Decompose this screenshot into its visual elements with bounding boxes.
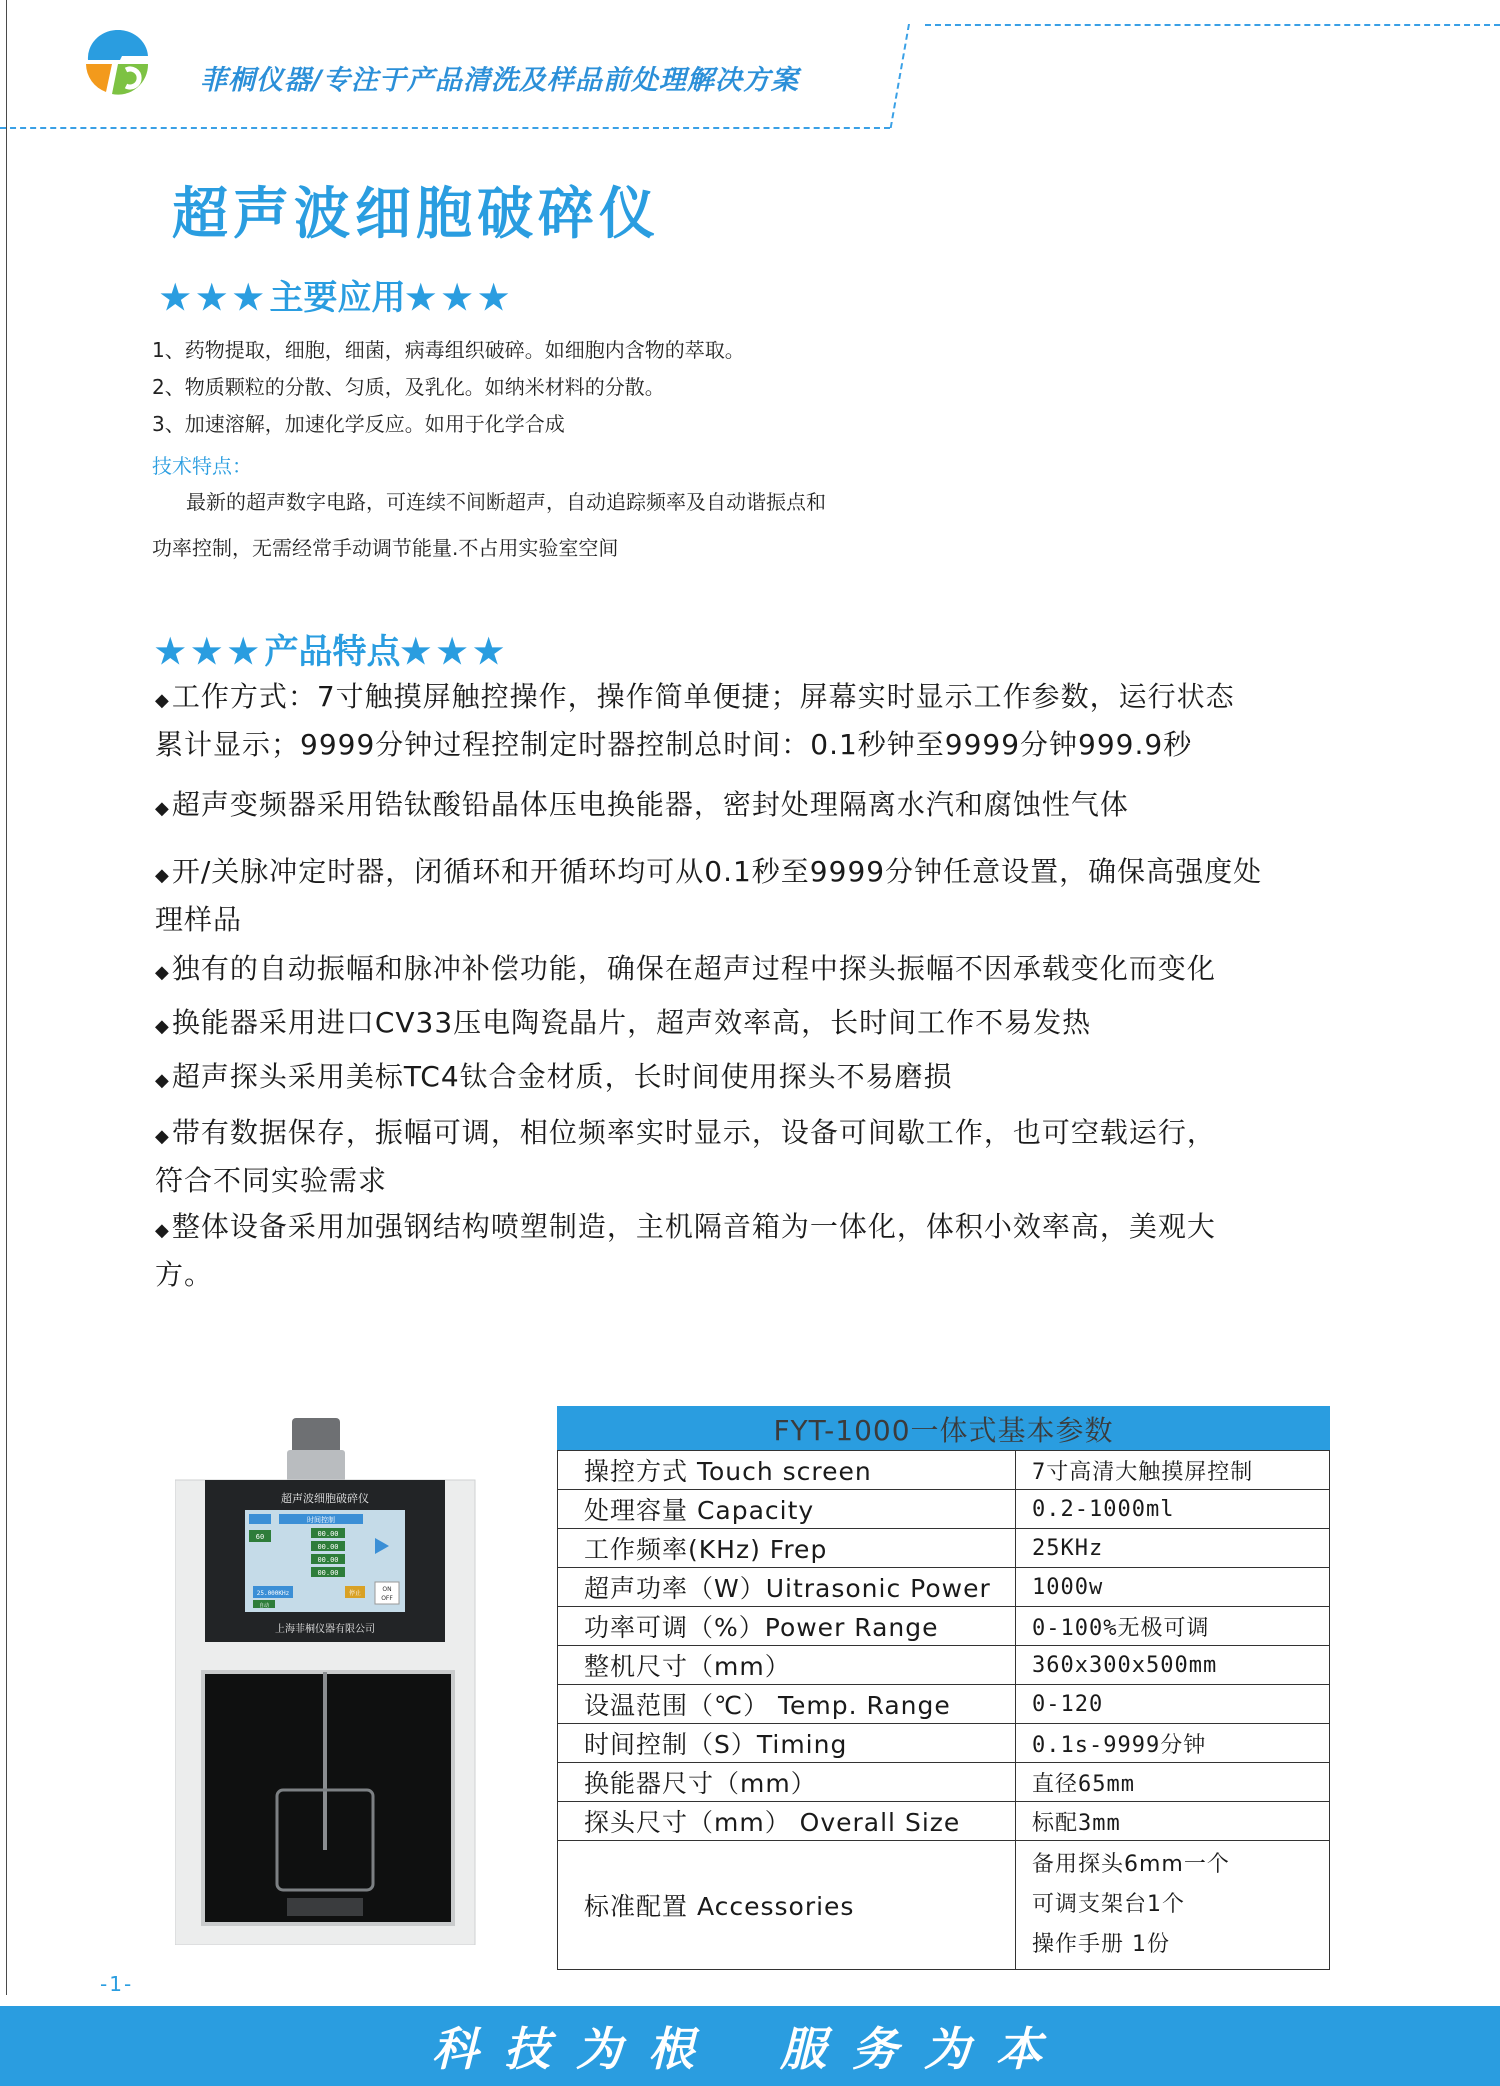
table-row: [558, 1646, 1330, 1685]
feature-text: 理样品: [155, 903, 243, 936]
list-item: 3、加速溶解，加速化学反应。如用于化学合成: [152, 412, 565, 436]
list-item: 2、物质颗粒的分散、匀质，及乳化。如纳米材料的分散。: [152, 375, 665, 399]
feature-item: [155, 1001, 1405, 1049]
spec-key: 时间控制（S）Timing: [558, 1724, 1016, 1763]
stars-right: ★★★: [405, 278, 515, 318]
screen-left-value: 60: [255, 1533, 265, 1541]
feature-text: 换能器采用进口CV33压电陶瓷晶片，超声效率高，长时间工作不易发热: [171, 1006, 1092, 1039]
spec-value: 标配3mm: [1016, 1802, 1330, 1841]
section-title-text: 主要应用: [269, 278, 406, 318]
feature-item: [155, 1055, 1405, 1103]
screen-readout-text: 00.00: [317, 1530, 339, 1538]
panel-title: 超声波细胞破碎仪: [281, 1492, 369, 1505]
footer-slogan-right: 服务为本: [780, 2022, 1068, 2076]
screen-freq-text: 25.000KHz: [256, 1590, 290, 1597]
page-frame-line: [6, 0, 7, 1995]
spec-value: 25KHz: [1016, 1529, 1330, 1568]
feature-text: 独有的自动振幅和脉冲补偿功能，确保在超声过程中探头振幅不因承载变化而变化: [171, 952, 1216, 985]
spec-key: 操控方式 Touch screen: [558, 1451, 1016, 1490]
header-divider-top: [925, 24, 1500, 26]
spec-value: 7寸高清大触摸屏控制: [1016, 1451, 1330, 1490]
bullet-icon: ◆: [155, 690, 170, 711]
spec-key: 探头尺寸（mm） Overall Size: [558, 1802, 1016, 1841]
page-number: -1-: [100, 1972, 134, 1996]
feature-item: [155, 675, 1405, 767]
footer-bar: [0, 2006, 1500, 2086]
spec-key: 整机尺寸（mm）: [558, 1646, 1016, 1685]
bullet-icon: ◆: [155, 1016, 170, 1037]
spec-key: 功率可调（%）Power Range: [558, 1607, 1016, 1646]
header-divider-diagonal: [890, 24, 910, 128]
feature-text: 超声探头采用美标TC4钛合金材质，长时间使用探头不易磨损: [171, 1060, 953, 1093]
bullet-icon: ◆: [155, 962, 170, 983]
table-row: [558, 1724, 1330, 1763]
spec-key: 换能器尺寸（mm）: [558, 1763, 1016, 1802]
panel-company: 上海菲桐仪器有限公司: [275, 1624, 375, 1635]
screen-stop-label: 停止: [348, 1590, 362, 1597]
feature-text: 工作方式：7寸触摸屏触控操作，操作简单便捷；屏幕实时显示工作参数，运行状态: [171, 680, 1235, 713]
section-title-features: [155, 624, 510, 673]
table-row: [558, 1451, 1330, 1490]
spec-key: 超声功率（W）Uitrasonic Power: [558, 1568, 1016, 1607]
table-row: [558, 1490, 1330, 1529]
header-divider-bottom: [0, 127, 890, 129]
bullet-icon: ◆: [155, 865, 170, 886]
spec-key: 处理容量 Capacity: [558, 1490, 1016, 1529]
table-row: [558, 1802, 1330, 1841]
table-row: [558, 1685, 1330, 1724]
screen-title: 时间控制: [307, 1516, 335, 1524]
table-row: [558, 1763, 1330, 1802]
feature-text: 整体设备采用加强钢结构喷塑制造，主机隔音箱为一体化，体积小效率高，美观大: [171, 1210, 1216, 1243]
screen-readout-text: 00.00: [317, 1556, 339, 1564]
spec-value: 0.1s-9999分钟: [1016, 1724, 1330, 1763]
feature-text: 超声变频器采用锆钛酸铅晶体压电换能器，密封处理隔离水汽和腐蚀性气体: [171, 788, 1129, 821]
spec-key: 标准配置 Accessories: [558, 1841, 1016, 1970]
bullet-icon: ◆: [155, 1070, 170, 1091]
table-row: [558, 1607, 1330, 1646]
section-title-applications: [160, 270, 515, 319]
spec-value: 直径65mm: [1016, 1763, 1330, 1802]
transducer-body: [287, 1450, 345, 1482]
stars-left: ★★★: [155, 632, 265, 672]
section-title-text: 产品特点: [264, 632, 401, 672]
spec-table-title: FYT-1000一体式基本参数: [557, 1406, 1330, 1450]
company-tagline: 菲桐仪器/专注于产品清洗及样品前处理解决方案: [200, 65, 799, 96]
feature-item: [155, 850, 1405, 942]
tech-features-label: 技术特点：: [152, 454, 252, 478]
accessory-item: 操作手册 1份: [1032, 1932, 1170, 1957]
applications-list: [152, 332, 745, 443]
stars-left: ★★★: [160, 278, 270, 318]
table-row: [558, 1841, 1330, 1970]
spec-value-accessories: [1016, 1841, 1330, 1970]
spec-table: [557, 1450, 1330, 1970]
tech-features-text: 功率控制，无需经常手动调节能量.不占用实验室空间: [152, 536, 619, 560]
accessory-item: 备用探头6mm一个: [1032, 1852, 1230, 1877]
screen-off-label: OFF: [381, 1595, 393, 1602]
screen-readout-text: 00.00: [317, 1543, 339, 1551]
company-logo-icon: [82, 30, 154, 96]
lab-jack: [287, 1898, 363, 1916]
sound-box-window: [203, 1672, 453, 1924]
page-title: 超声波细胞破碎仪: [172, 182, 660, 247]
spec-key: 工作频率(KHz) Frep: [558, 1529, 1016, 1568]
table-row: [558, 1529, 1330, 1568]
list-item: 1、药物提取，细胞，细菌，病毒组织破碎。如细胞内含物的萃取。: [152, 338, 745, 362]
feature-text: 累计显示；9999分钟过程控制定时器控制总时间：0.1秒钟至9999分钟999.9秒: [155, 728, 1193, 761]
spec-value: 0.2-1000ml: [1016, 1490, 1330, 1529]
screen-button: [249, 1514, 271, 1524]
feature-item: [155, 783, 1405, 831]
feature-text: 方。: [155, 1258, 214, 1291]
tech-features-text: 最新的超声数字电路，可连续不间断超声，自动追踪频率及自动谐振点和: [186, 490, 826, 514]
feature-text: 开/关脉冲定时器，闭循环和开循环均可从0.1秒至9999分钟任意设置，确保高强度处: [171, 855, 1263, 888]
stars-right: ★★★: [400, 632, 510, 672]
footer-slogan: [0, 2006, 1500, 2086]
product-image: [175, 1410, 485, 1945]
feature-item: [155, 1205, 1405, 1297]
feature-text: 符合不同实验需求: [155, 1164, 388, 1197]
screen-auto-label: 自动: [258, 1603, 270, 1609]
spec-value: 0-120: [1016, 1685, 1330, 1724]
spec-value: 1000w: [1016, 1568, 1330, 1607]
feature-text: 带有数据保存，振幅可调，相位频率实时显示，设备可间歇工作，也可空载运行，: [171, 1116, 1216, 1149]
spec-value: 360x300x500mm: [1016, 1646, 1330, 1685]
accessory-item: 可调支架台1个: [1032, 1892, 1185, 1917]
bullet-icon: ◆: [155, 1220, 170, 1241]
spec-key: 设温范围（℃） Temp. Range: [558, 1685, 1016, 1724]
screen-on-label: ON: [382, 1586, 392, 1593]
feature-item: [155, 947, 1405, 995]
footer-slogan-left: 科技为根: [432, 2022, 720, 2076]
bullet-icon: ◆: [155, 1126, 170, 1147]
spec-value: 0-100%无极可调: [1016, 1607, 1330, 1646]
screen-readout-text: 00.00: [317, 1569, 339, 1577]
table-row: [558, 1568, 1330, 1607]
bullet-icon: ◆: [155, 798, 170, 819]
feature-item: [155, 1111, 1405, 1203]
